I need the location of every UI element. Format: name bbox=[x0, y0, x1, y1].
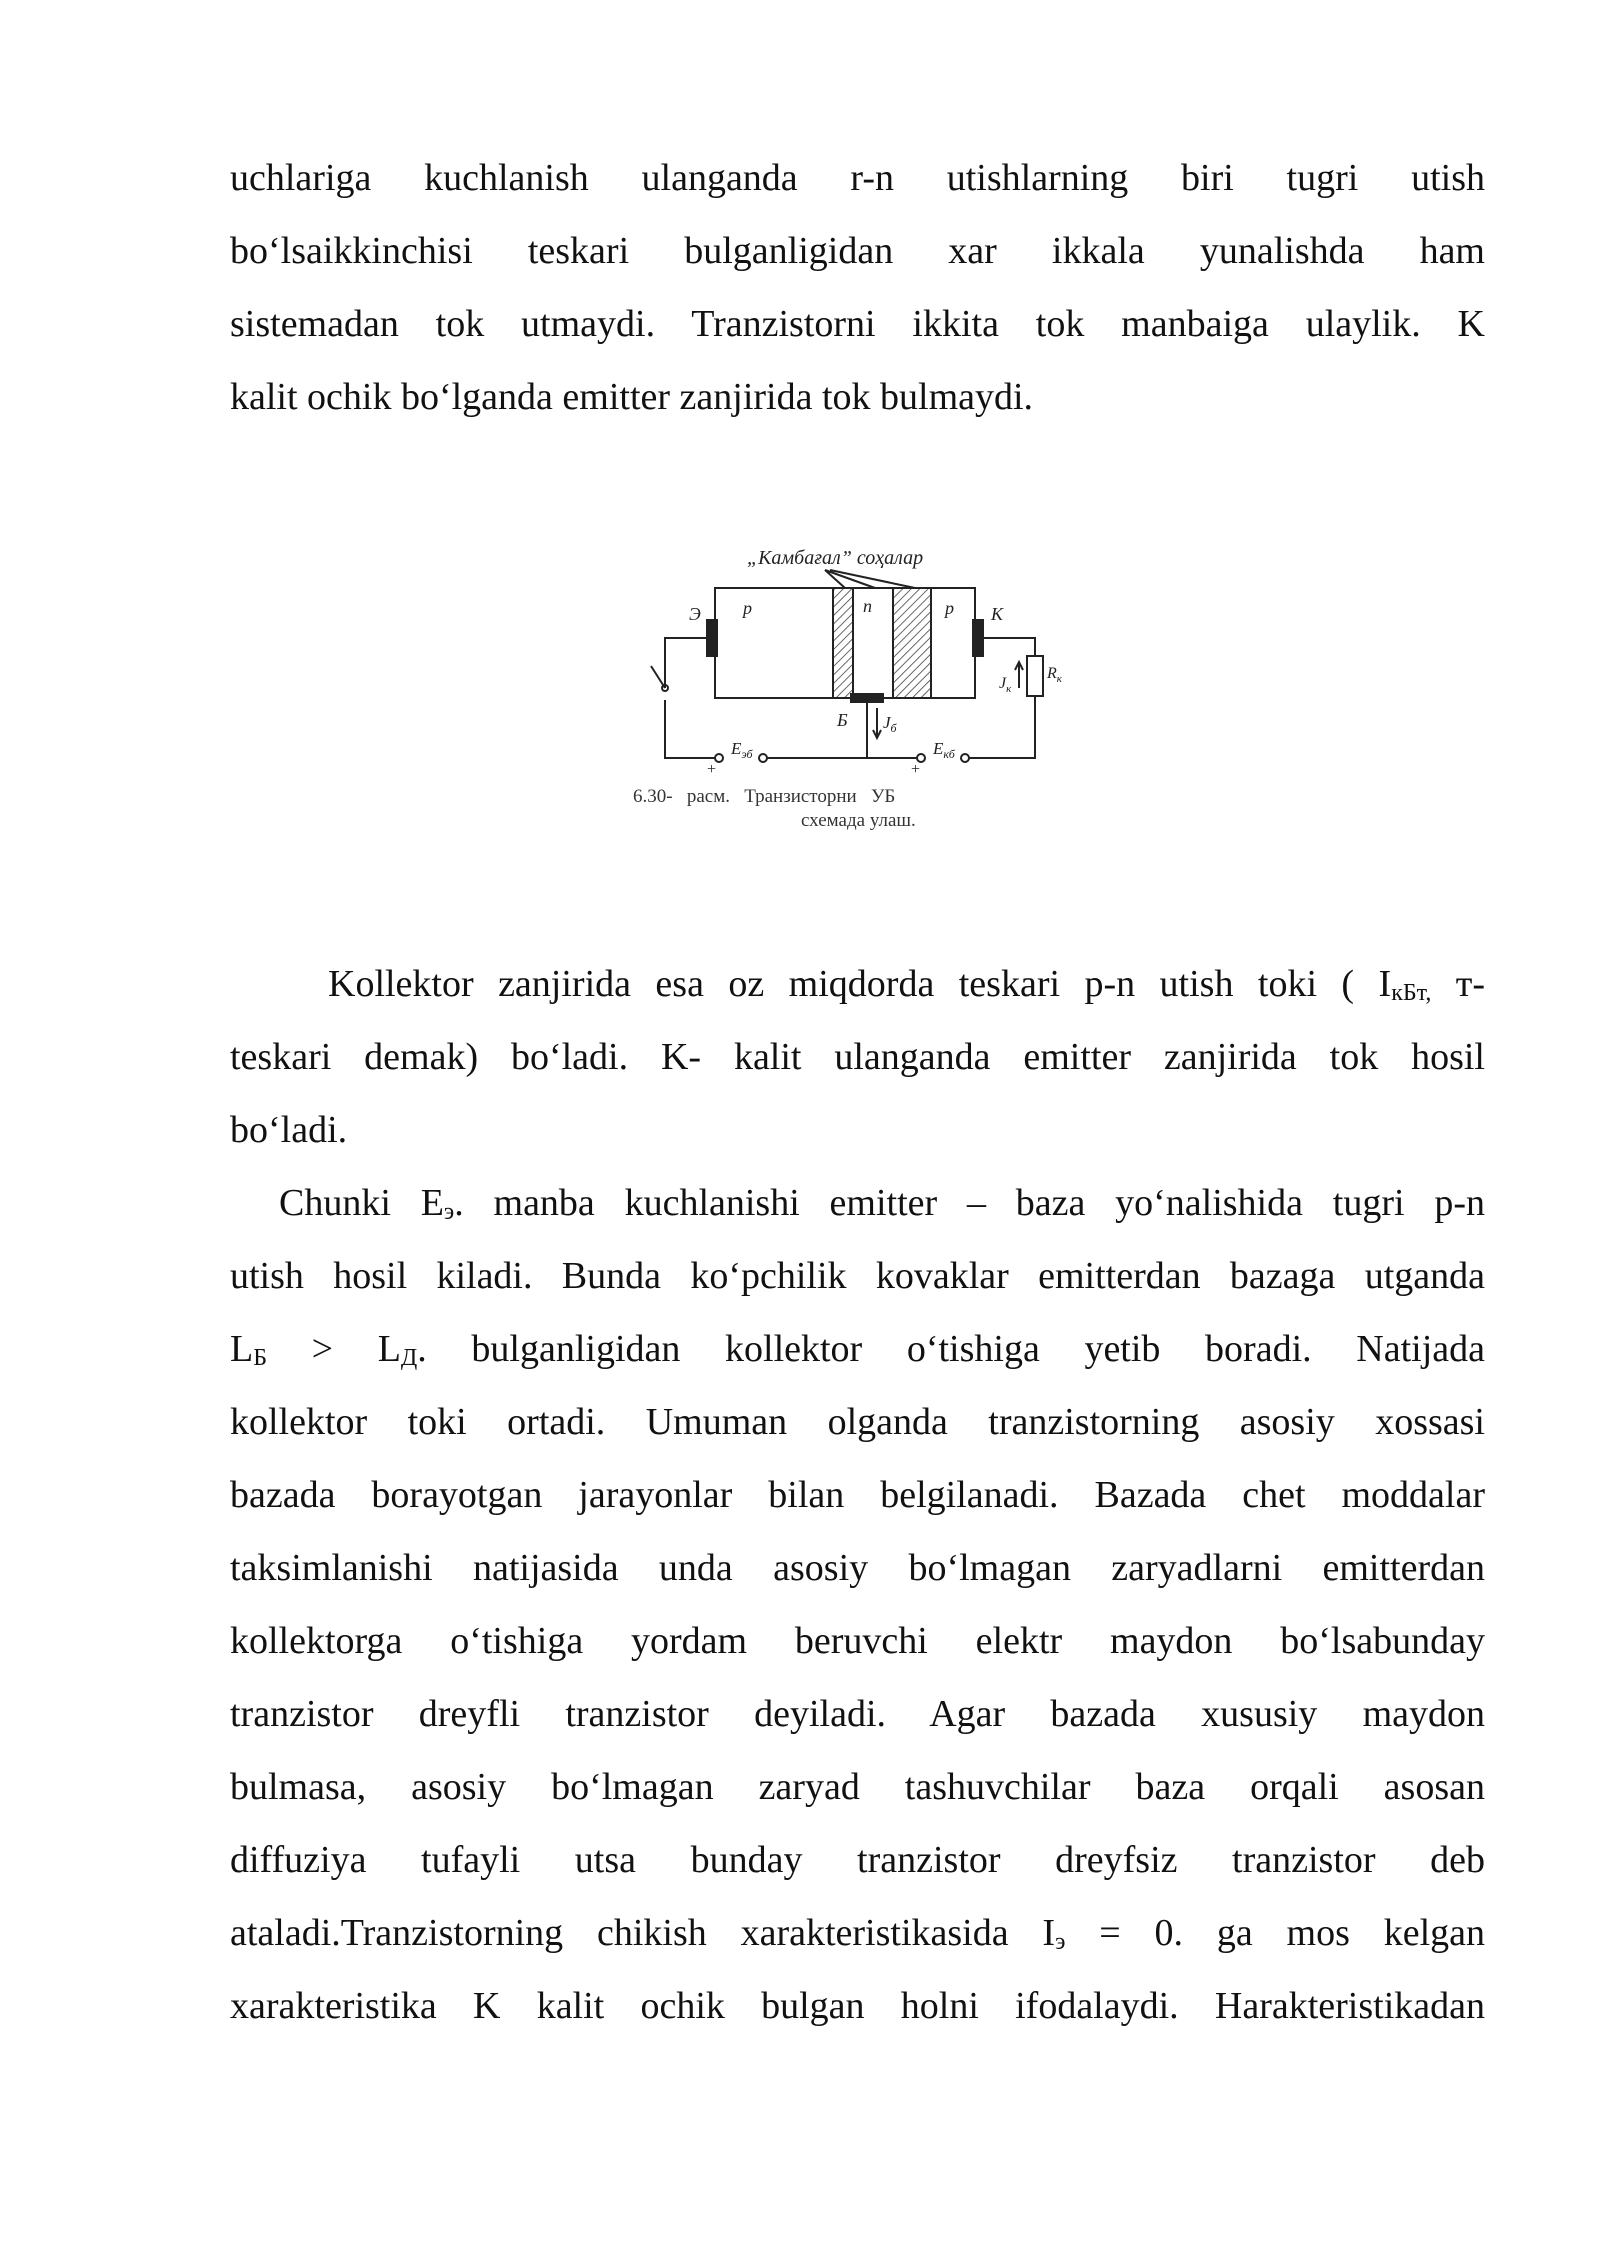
depleted-regions-label: „Камбағал” соҳалар bbox=[747, 547, 924, 569]
text-line: sistemadan tok utmaydi. Tranzistorni ikkita tok manbaiga ulaylik. K bbox=[230, 303, 1485, 345]
plus-sign: + bbox=[707, 761, 717, 778]
subscript: кБт, bbox=[1391, 980, 1432, 1006]
text-line: kollektor toki ortadi. Umuman olganda tranzistorning asosiy xossasi bbox=[230, 1401, 1485, 1443]
text-line bbox=[230, 1313, 1485, 1386]
base-current-label: $Ј_б$ bbox=[883, 713, 897, 735]
collector-label: К bbox=[991, 604, 1003, 624]
text-segment: Kollektor zanjirida esa oz miqdorda teskari p-n utish toki ( I bbox=[328, 963, 1392, 1005]
n-region-label: п bbox=[863, 596, 872, 616]
text-line: diffuziya tufayli utsa bunday tranzistor dreyfsiz tranzistor deb bbox=[230, 1839, 1485, 1881]
paragraph-1 bbox=[230, 142, 1485, 434]
text-line: utish hosil kiladi. Bunda ko‘pchilik kovaklar emitterdan bazaga utganda bbox=[230, 1255, 1485, 1297]
base-label: Б bbox=[837, 710, 848, 730]
text-segment: = 0. ga mos kelgan bbox=[1065, 1912, 1486, 1954]
paragraph-3 bbox=[230, 1167, 1485, 2043]
transistor-circuit-figure bbox=[615, 528, 1095, 838]
figure-caption-line-1: 6.30- расм. Транзисторни УБ bbox=[633, 786, 896, 807]
subscript: Б bbox=[253, 1345, 267, 1371]
paragraph-2 bbox=[230, 948, 1485, 1167]
p-region-right-label: р bbox=[945, 598, 954, 618]
text-line: bulmasa, asosiy bo‘lmagan zaryad tashuvchilar baza orqali asosan bbox=[230, 1766, 1485, 1808]
resistor-label: $R_к$ bbox=[1047, 665, 1062, 685]
collector-current-label: $Ј_к$ bbox=[999, 675, 1012, 695]
text-line: bo‘lsaikkinchisi teskari bulganligidan xar ikkala yunalishda ham bbox=[230, 230, 1485, 272]
subscript: э bbox=[443, 1199, 455, 1225]
text-segment: > L bbox=[267, 1328, 401, 1370]
text-line: xarakteristika K kalit ochik bulgan holni ifodalaydi. Harakteristikadan bbox=[230, 1985, 1485, 2027]
emitter-label: Э bbox=[689, 604, 701, 624]
text-line: kollektorga o‘tishiga yordam beruvchi elektr maydon bo‘lsabunday bbox=[230, 1620, 1485, 1662]
text-segment: L bbox=[230, 1328, 254, 1370]
text-segment: Chunki E bbox=[279, 1182, 444, 1224]
text-line: bazada borayotgan jarayonlar bilan belgilanadi. Bazada chet moddalar bbox=[230, 1474, 1485, 1516]
resistor-rk bbox=[1027, 656, 1043, 696]
text-line: teskari demak) bo‘ladi. K- kalit ulanganda emitter zanjirida tok hosil bbox=[230, 1036, 1485, 1078]
text-segment: . manba kuchlanishi emitter – baza yo‘nalishida tugri p-n bbox=[454, 1182, 1485, 1224]
text-line bbox=[230, 1167, 1485, 1240]
text-segment: т- bbox=[1431, 963, 1486, 1005]
plus-sign: + bbox=[911, 761, 921, 778]
emitter-source-label: $E_{эб}$ bbox=[731, 739, 753, 761]
text-line bbox=[230, 1897, 1485, 1970]
text-segment: . bulganligidan kollektor o‘tishiga yetib boradi. Natijada bbox=[417, 1328, 1485, 1370]
text-line: taksimlanishi natijasida unda asosiy bo‘lmagan zaryadlarni emitterdan bbox=[230, 1547, 1485, 1589]
transistor-circuit-diagram bbox=[615, 528, 1095, 838]
p-region-left-label: р bbox=[743, 598, 752, 618]
text-line: uchlariga kuchlanish ulanganda r-n utishlarning biri tugri utish bbox=[230, 157, 1485, 199]
collector-source-label: $E_{кб}$ bbox=[933, 739, 955, 761]
text-line: kalit ochik bo‘lganda emitter zanjirida tok bulmaydi. bbox=[230, 376, 1034, 418]
text-segment: ataladi.Tranzistorning chikish xarakteristikasida I bbox=[230, 1912, 1056, 1954]
text-line: bo‘ladi. bbox=[230, 1109, 348, 1151]
text-line bbox=[230, 948, 1485, 1021]
subscript: э bbox=[1055, 1929, 1066, 1955]
figure-caption-line-2: схемада улаш. bbox=[801, 810, 916, 831]
text-line: tranzistor dreyfli tranzistor deyiladi. Agar bazada xususiy maydon bbox=[230, 1693, 1485, 1735]
subscript: Д bbox=[400, 1345, 418, 1371]
